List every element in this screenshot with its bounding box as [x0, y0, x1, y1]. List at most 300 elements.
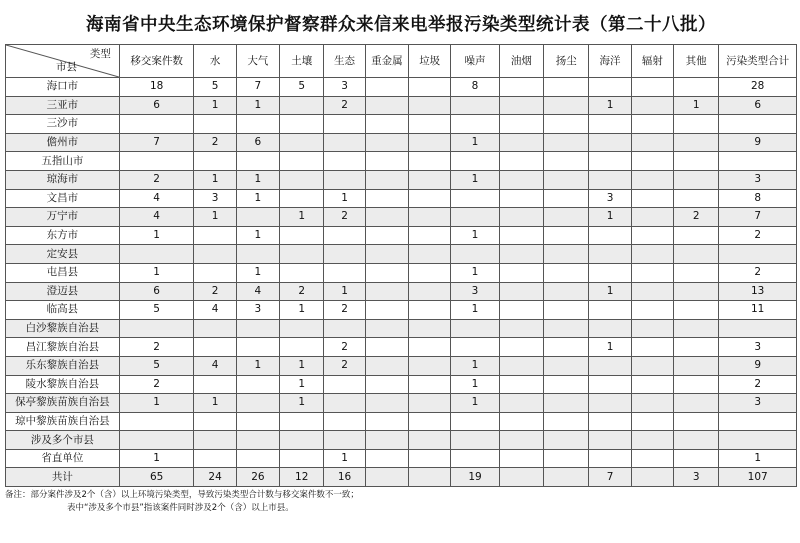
- table-cell: [324, 431, 365, 450]
- table-cell: [631, 263, 673, 282]
- table-cell: [631, 356, 673, 375]
- table-cell: 2: [119, 375, 194, 394]
- table-row: [6, 115, 797, 134]
- table-cell: [236, 431, 279, 450]
- table-cell: 6: [119, 282, 194, 301]
- column-header: 污染类型合计: [719, 45, 797, 78]
- table-cell: 1: [451, 226, 499, 245]
- table-cell: 1: [119, 449, 194, 468]
- table-cell: [719, 152, 797, 171]
- table-cell: [194, 449, 236, 468]
- column-header: 移交案件数: [119, 45, 194, 78]
- table-cell: [589, 115, 631, 134]
- table-cell: [719, 431, 797, 450]
- table-cell: [674, 263, 719, 282]
- row-label: 昌江黎族自治县: [6, 338, 120, 357]
- table-cell: [674, 375, 719, 394]
- table-cell: [280, 152, 324, 171]
- table-cell: 13: [719, 282, 797, 301]
- table-cell: [674, 449, 719, 468]
- table-row: [6, 412, 797, 431]
- table-cell: 1: [194, 170, 236, 189]
- table-cell: [499, 170, 543, 189]
- table-cell: 11: [719, 301, 797, 320]
- table-cell: 1: [451, 133, 499, 152]
- table-cell: [631, 412, 673, 431]
- table-cell: 3: [674, 468, 719, 487]
- table-cell: 1: [324, 189, 365, 208]
- table-cell: [631, 449, 673, 468]
- table-row: [6, 189, 797, 208]
- table-cell: [544, 431, 589, 450]
- row-label: 白沙黎族自治县: [6, 319, 120, 338]
- row-label: 三沙市: [6, 115, 120, 134]
- table-cell: 2: [119, 170, 194, 189]
- table-row: [6, 449, 797, 468]
- table-cell: [236, 394, 279, 413]
- table-cell: 3: [719, 338, 797, 357]
- table-cell: [499, 245, 543, 264]
- table-cell: [365, 338, 408, 357]
- table-cell: [280, 319, 324, 338]
- table-cell: [589, 412, 631, 431]
- table-cell: [674, 189, 719, 208]
- table-cell: [324, 245, 365, 264]
- table-cell: [499, 356, 543, 375]
- table-cell: 19: [451, 468, 499, 487]
- table-cell: [674, 133, 719, 152]
- table-cell: [631, 468, 673, 487]
- column-header: 垃圾: [409, 45, 451, 78]
- table-cell: [324, 263, 365, 282]
- row-label: 陵水黎族自治县: [6, 375, 120, 394]
- table-cell: [499, 282, 543, 301]
- table-cell: 1: [236, 356, 279, 375]
- table-cell: 3: [719, 394, 797, 413]
- table-cell: [631, 208, 673, 227]
- table-cell: 1: [280, 375, 324, 394]
- table-cell: [365, 301, 408, 320]
- table-cell: [544, 263, 589, 282]
- table-cell: [409, 375, 451, 394]
- table-cell: 1: [674, 96, 719, 115]
- table-cell: 1: [451, 170, 499, 189]
- table-cell: [365, 263, 408, 282]
- table-cell: 1: [324, 449, 365, 468]
- table-cell: [280, 449, 324, 468]
- table-cell: [719, 319, 797, 338]
- table-cell: 3: [719, 170, 797, 189]
- note-line: 表中“涉及多个市县”指该案件同时涉及2个（含）以上市县。: [67, 503, 294, 514]
- table-cell: 12: [280, 468, 324, 487]
- table-cell: [280, 189, 324, 208]
- row-label: 儋州市: [6, 133, 120, 152]
- table-cell: 1: [451, 394, 499, 413]
- table-cell: 1: [451, 301, 499, 320]
- table-cell: 1: [194, 394, 236, 413]
- table-cell: [631, 189, 673, 208]
- city-label: 市县: [56, 61, 77, 73]
- table-cell: [631, 431, 673, 450]
- table-cell: [194, 319, 236, 338]
- table-row: [6, 375, 797, 394]
- table-cell: [589, 319, 631, 338]
- table-cell: 2: [280, 282, 324, 301]
- table-cell: 6: [119, 96, 194, 115]
- table-cell: 6: [236, 133, 279, 152]
- table-cell: 9: [719, 356, 797, 375]
- table-cell: [544, 133, 589, 152]
- table-cell: [719, 412, 797, 431]
- table-cell: 18: [119, 78, 194, 97]
- table-cell: [409, 115, 451, 134]
- table-cell: [544, 208, 589, 227]
- table-cell: [544, 356, 589, 375]
- table-cell: [280, 338, 324, 357]
- table-cell: 4: [236, 282, 279, 301]
- table-cell: 2: [324, 338, 365, 357]
- table-cell: [365, 394, 408, 413]
- table-cell: [236, 338, 279, 357]
- row-label: 保亭黎族苗族自治县: [6, 394, 120, 413]
- corner-header-cell: [6, 45, 120, 78]
- table-cell: [324, 170, 365, 189]
- table-cell: 1: [589, 282, 631, 301]
- row-label: 共计: [6, 468, 120, 487]
- table-cell: [280, 226, 324, 245]
- table-cell: [499, 338, 543, 357]
- table-cell: [451, 338, 499, 357]
- table-cell: [589, 245, 631, 264]
- table-cell: 2: [324, 301, 365, 320]
- table-cell: [451, 208, 499, 227]
- table-cell: [236, 245, 279, 264]
- table-cell: [544, 412, 589, 431]
- table-cell: [631, 282, 673, 301]
- table-cell: [631, 375, 673, 394]
- table-cell: [194, 226, 236, 245]
- table-cell: [631, 78, 673, 97]
- column-header: 扬尘: [544, 45, 589, 78]
- table-cell: [499, 412, 543, 431]
- table-cell: [544, 226, 589, 245]
- table-cell: [589, 431, 631, 450]
- table-cell: [324, 152, 365, 171]
- table-cell: 1: [119, 394, 194, 413]
- table-cell: 2: [324, 208, 365, 227]
- table-cell: [451, 115, 499, 134]
- table-cell: [499, 96, 543, 115]
- table-cell: [451, 189, 499, 208]
- row-label: 万宁市: [6, 208, 120, 227]
- table-cell: 7: [719, 208, 797, 227]
- table-cell: 26: [236, 468, 279, 487]
- table-cell: [674, 338, 719, 357]
- row-label: 东方市: [6, 226, 120, 245]
- table-row: [6, 338, 797, 357]
- table-cell: [280, 115, 324, 134]
- table-cell: [280, 133, 324, 152]
- table-cell: [589, 226, 631, 245]
- table-cell: 5: [194, 78, 236, 97]
- table-cell: 2: [674, 208, 719, 227]
- table-cell: [324, 115, 365, 134]
- table-cell: [409, 449, 451, 468]
- table-row: [6, 96, 797, 115]
- table-cell: [409, 133, 451, 152]
- table-cell: [409, 152, 451, 171]
- table-cell: [280, 170, 324, 189]
- table-cell: [365, 319, 408, 338]
- table-cell: 1: [236, 96, 279, 115]
- table-cell: [544, 245, 589, 264]
- table-cell: [544, 78, 589, 97]
- type-label: 类型: [89, 48, 111, 60]
- table-cell: [674, 319, 719, 338]
- report-page: [5, 6, 797, 515]
- table-cell: [499, 78, 543, 97]
- row-label: 海口市: [6, 78, 120, 97]
- table-cell: [544, 170, 589, 189]
- table-cell: [409, 226, 451, 245]
- table-cell: [589, 78, 631, 97]
- table-cell: 2: [719, 375, 797, 394]
- table-cell: [236, 412, 279, 431]
- table-cell: [365, 170, 408, 189]
- note-line: 备注：部分案件涉及2个（含）以上环境污染类型，导致污染类型合计数与移交案件数不一致；: [5, 490, 359, 501]
- table-row: [6, 282, 797, 301]
- table-cell: 1: [194, 96, 236, 115]
- table-cell: [409, 208, 451, 227]
- table-cell: [544, 96, 589, 115]
- table-cell: [631, 301, 673, 320]
- table-cell: [544, 282, 589, 301]
- table-cell: [544, 115, 589, 134]
- table-cell: 1: [236, 263, 279, 282]
- table-cell: [409, 412, 451, 431]
- table-cell: [674, 356, 719, 375]
- table-cell: [451, 96, 499, 115]
- row-label: 三亚市: [6, 96, 120, 115]
- table-cell: [674, 152, 719, 171]
- table-cell: [499, 431, 543, 450]
- table-cell: [589, 394, 631, 413]
- table-cell: 16: [324, 468, 365, 487]
- table-cell: [499, 189, 543, 208]
- table-cell: [194, 375, 236, 394]
- row-label: 琼中黎族苗族自治县: [6, 412, 120, 431]
- table-cell: 1: [236, 189, 279, 208]
- table-cell: [365, 375, 408, 394]
- table-cell: 4: [194, 301, 236, 320]
- table-cell: [499, 208, 543, 227]
- table-cell: [499, 133, 543, 152]
- table-cell: [499, 152, 543, 171]
- table-cell: [365, 133, 408, 152]
- table-cell: [409, 170, 451, 189]
- table-cell: [409, 468, 451, 487]
- table-cell: 5: [280, 78, 324, 97]
- table-cell: 5: [119, 356, 194, 375]
- table-cell: 8: [451, 78, 499, 97]
- table-row: [6, 133, 797, 152]
- table-cell: [499, 394, 543, 413]
- column-header: 海洋: [589, 45, 631, 78]
- table-cell: 3: [194, 189, 236, 208]
- table-cell: [631, 319, 673, 338]
- column-header: 辐射: [631, 45, 673, 78]
- table-row: [6, 78, 797, 97]
- table-row: [6, 263, 797, 282]
- table-cell: 9: [719, 133, 797, 152]
- table-cell: [194, 152, 236, 171]
- table-cell: [544, 319, 589, 338]
- table-row: [6, 394, 797, 413]
- table-cell: [674, 170, 719, 189]
- table-cell: [409, 245, 451, 264]
- table-cell: 5: [119, 301, 194, 320]
- table-cell: 2: [194, 282, 236, 301]
- table-cell: [544, 394, 589, 413]
- row-label: 临高县: [6, 301, 120, 320]
- table-cell: [674, 282, 719, 301]
- table-cell: 107: [719, 468, 797, 487]
- table-row: [6, 431, 797, 450]
- table-cell: [194, 431, 236, 450]
- table-cell: [589, 375, 631, 394]
- table-cell: [365, 96, 408, 115]
- row-label: 省直单位: [6, 449, 120, 468]
- table-cell: [409, 301, 451, 320]
- table-row: [6, 208, 797, 227]
- table-cell: [631, 338, 673, 357]
- row-label: 定安县: [6, 245, 120, 264]
- table-cell: 7: [236, 78, 279, 97]
- table-cell: [194, 115, 236, 134]
- table-cell: [365, 78, 408, 97]
- table-cell: 7: [119, 133, 194, 152]
- table-cell: [499, 263, 543, 282]
- table-cell: [409, 394, 451, 413]
- table-cell: [365, 468, 408, 487]
- column-header: 油烟: [499, 45, 543, 78]
- table-row: [6, 152, 797, 171]
- table-row: [6, 356, 797, 375]
- table-cell: [280, 245, 324, 264]
- table-cell: [451, 449, 499, 468]
- table-cell: [365, 245, 408, 264]
- table-cell: 1: [280, 356, 324, 375]
- row-label: 文昌市: [6, 189, 120, 208]
- table-cell: [365, 282, 408, 301]
- table-cell: [631, 152, 673, 171]
- table-cell: [631, 170, 673, 189]
- table-cell: [365, 449, 408, 468]
- table-cell: 1: [324, 282, 365, 301]
- table-cell: [119, 412, 194, 431]
- table-cell: [324, 226, 365, 245]
- table-cell: [674, 394, 719, 413]
- table-cell: [409, 356, 451, 375]
- table-cell: [451, 431, 499, 450]
- table-cell: 2: [719, 263, 797, 282]
- table-cell: [409, 78, 451, 97]
- table-cell: [236, 152, 279, 171]
- table-cell: [451, 152, 499, 171]
- table-cell: 3: [589, 189, 631, 208]
- table-cell: 6: [719, 96, 797, 115]
- table-cell: 2: [194, 133, 236, 152]
- table-cell: 1: [451, 263, 499, 282]
- table-cell: [589, 133, 631, 152]
- table-cell: [194, 412, 236, 431]
- table-cell: [236, 375, 279, 394]
- table-cell: 4: [194, 356, 236, 375]
- table-cell: [719, 115, 797, 134]
- table-cell: [119, 431, 194, 450]
- table-cell: [499, 375, 543, 394]
- table-row: [6, 226, 797, 245]
- table-row: [6, 319, 797, 338]
- table-cell: [589, 356, 631, 375]
- table-cell: [409, 338, 451, 357]
- table-cell: 1: [589, 96, 631, 115]
- table-cell: [280, 96, 324, 115]
- table-cell: [589, 301, 631, 320]
- table-cell: 4: [119, 189, 194, 208]
- table-cell: [119, 115, 194, 134]
- table-cell: [589, 449, 631, 468]
- table-cell: [589, 152, 631, 171]
- table-cell: [631, 96, 673, 115]
- table-cell: [365, 115, 408, 134]
- table-cell: [236, 449, 279, 468]
- table-cell: 4: [119, 208, 194, 227]
- table-cell: [544, 301, 589, 320]
- table-cell: 24: [194, 468, 236, 487]
- table-cell: [451, 412, 499, 431]
- table-row: [6, 245, 797, 264]
- column-header: 噪声: [451, 45, 499, 78]
- table-cell: [194, 338, 236, 357]
- table-cell: [674, 226, 719, 245]
- column-header: 重金属: [365, 45, 408, 78]
- table-cell: [365, 412, 408, 431]
- table-cell: [365, 189, 408, 208]
- table-cell: [236, 319, 279, 338]
- table-cell: [719, 245, 797, 264]
- table-cell: [544, 338, 589, 357]
- column-header: 水: [194, 45, 236, 78]
- table-cell: [499, 226, 543, 245]
- table-row: [6, 301, 797, 320]
- table-cell: [674, 301, 719, 320]
- table-cell: 1: [719, 449, 797, 468]
- table-cell: [324, 133, 365, 152]
- table-cell: 3: [451, 282, 499, 301]
- table-cell: [674, 431, 719, 450]
- table-cell: 7: [589, 468, 631, 487]
- table-cell: 1: [194, 208, 236, 227]
- row-label: 涉及多个市县: [6, 431, 120, 450]
- table-cell: [324, 375, 365, 394]
- table-cell: [544, 375, 589, 394]
- column-header: 大气: [236, 45, 279, 78]
- table-cell: [409, 431, 451, 450]
- column-header: 土壤: [280, 45, 324, 78]
- table-cell: [409, 96, 451, 115]
- table-cell: 1: [589, 208, 631, 227]
